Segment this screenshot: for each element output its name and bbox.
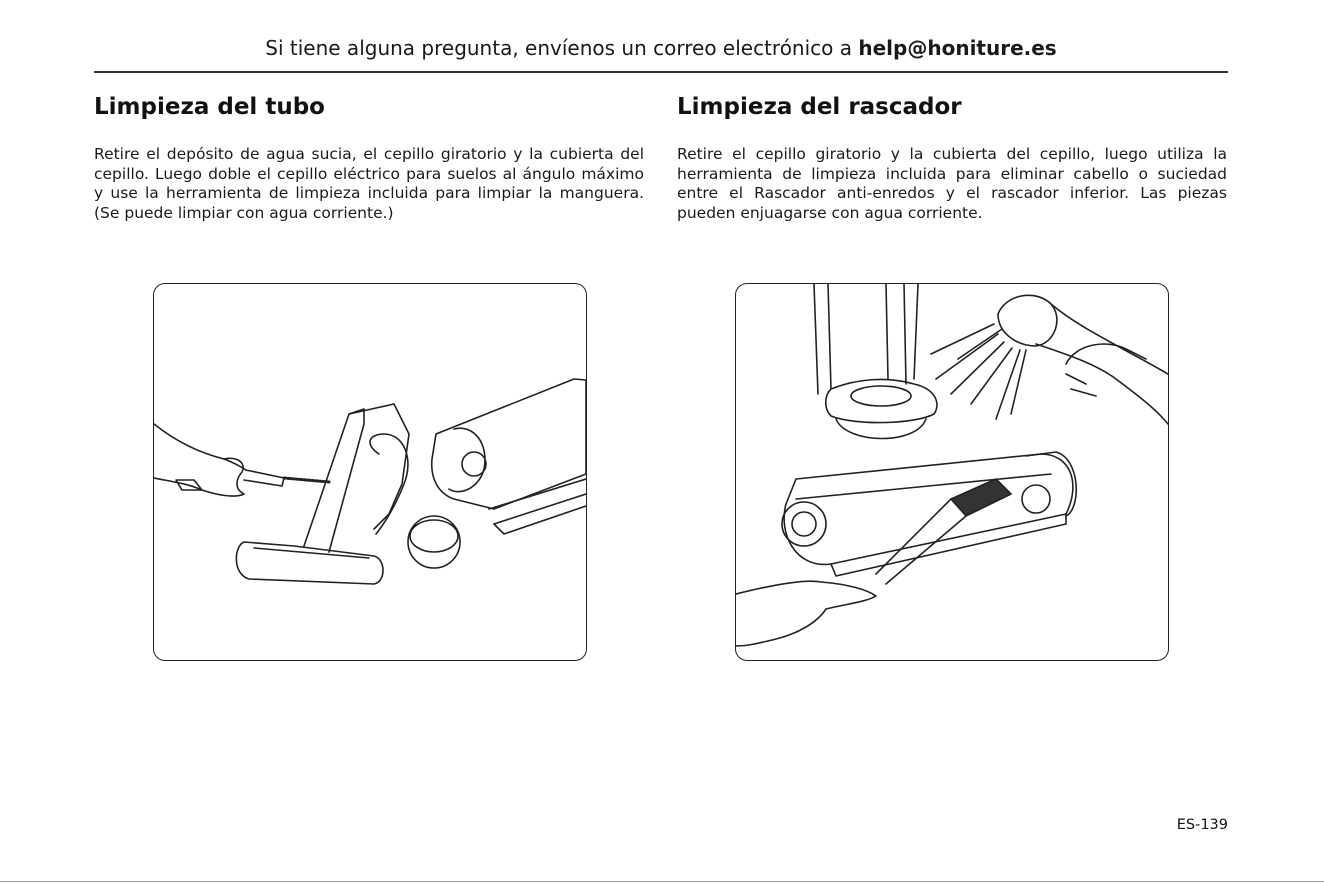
tube-cleaning-illustration xyxy=(153,283,587,661)
scraper-cleaning-illustration xyxy=(735,283,1169,661)
section-title-scraper: Limpieza del rascador xyxy=(677,94,962,120)
upright-body xyxy=(814,284,918,394)
header-rule xyxy=(94,71,1228,73)
section-body-scraper: Retire el cepillo giratorio y la cubierta del cepillo, luego utiliza la herramienta de limpieza incluida para eliminar cabello o suciedad entre el Rascador anti-enredos y el rascador inferior. Las piezas pueden enjuagarse con agua corriente. xyxy=(677,145,1227,222)
section-body-tube: Retire el depósito de agua sucia, el cepillo giratorio y la cubierta del cepillo. Luego doble el cepillo eléctrico para suelos al ángulo máximo y use la herramienta de limpieza incluida para limpiar la manguera. (Se puede limpiar con agua corriente.) xyxy=(94,145,644,222)
tube-body xyxy=(432,379,586,509)
cleaning-tool xyxy=(244,470,284,486)
support-email: help@honiture.es xyxy=(858,36,1057,60)
shower-head xyxy=(998,295,1057,346)
page-bottom-rule xyxy=(0,881,1324,882)
page-header xyxy=(94,34,1228,62)
section-title-tube: Limpieza del tubo xyxy=(94,94,325,120)
brush xyxy=(951,479,1011,516)
hand-right xyxy=(1066,344,1146,396)
header-text: Si tiene alguna pregunta, envíenos un correo electrónico a xyxy=(265,36,859,60)
page-number: ES-139 xyxy=(1176,817,1228,833)
